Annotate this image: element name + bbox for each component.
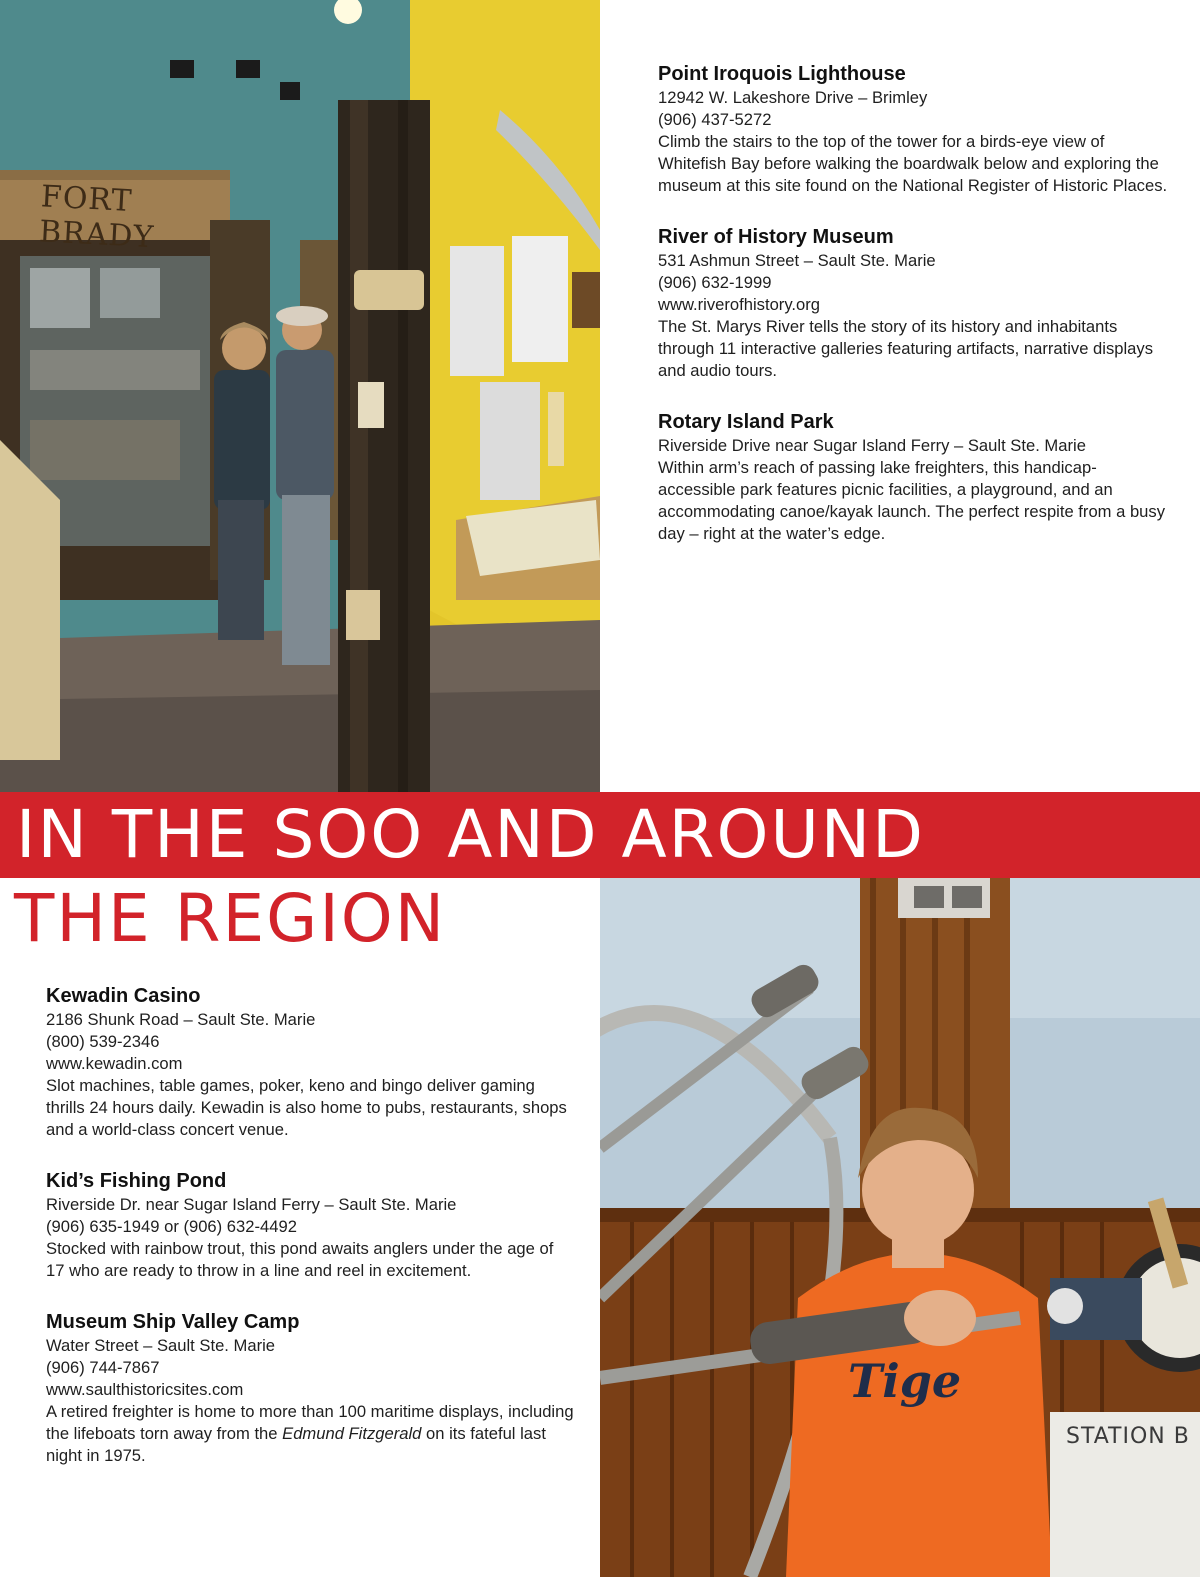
entry-address: Riverside Dr. near Sugar Island Ferry – Sault Ste. Marie — [46, 1195, 457, 1214]
entry-river-of-history-museum — [658, 225, 1168, 382]
museum-exhibit-photo — [0, 0, 600, 792]
headline-line-1: IN THE SOO AND AROUND — [16, 796, 925, 873]
entry-title: Point Iroquois Lighthouse — [658, 63, 906, 85]
entry-description: Climb the stairs to the top of the tower for a birds-eye view of Whitefish Bay before walking the boardwalk below and exploring the museum at this site found on the National Register of Historic Places. — [658, 132, 1168, 195]
entry-kids-fishing-pond — [46, 1169, 576, 1282]
entry-address: 12942 W. Lakeshore Drive – Brimley — [658, 88, 928, 107]
entry-point-iroquois-lighthouse — [658, 62, 1168, 197]
entry-address: 531 Ashmun Street – Sault Ste. Marie — [658, 251, 936, 270]
entry-kewadin-casino — [46, 984, 576, 1141]
entry-rotary-island-park — [658, 410, 1168, 545]
fort-brady-sign: FORT BRADY — [38, 179, 156, 256]
entry-description: Slot machines, table games, poker, keno and bingo deliver gaming thrills 24 hours daily. Kewadin is also home to pubs, restaurants, shops and a world-class concert venue. — [46, 1076, 567, 1139]
entry-description — [46, 1401, 576, 1467]
entry-address: Water Street – Sault Ste. Marie — [46, 1336, 276, 1355]
entry-address: 2186 Shunk Road – Sault Ste. Marie — [46, 1010, 316, 1029]
entry-description: Stocked with rainbow trout, this pond awaits anglers under the age of 17 who are ready to throw in a line and reel in excitement. — [46, 1239, 554, 1280]
top-attractions — [658, 62, 1168, 573]
ship-name: Edmund Fitzgerald — [282, 1424, 422, 1443]
description-text: on its fateful last night in 1975. — [46, 1424, 546, 1465]
entry-phone: (906) 744-7867 — [46, 1358, 160, 1377]
entry-phone: (800) 539-2346 — [46, 1032, 160, 1051]
entry-website-link[interactable]: www.riverofhistory.org — [658, 295, 820, 314]
entry-phone: (906) 632-1999 — [658, 273, 772, 292]
entry-description: Within arm’s reach of passing lake freighters, this handicap-accessible park features picnic facilities, a playground, and an accommodating canoe/kayak launch. The perfect respite from a busy day – right at the water’s edge. — [658, 458, 1165, 543]
ship-wheel-boy-photo — [600, 878, 1200, 1577]
entry-phone: (906) 437-5272 — [658, 110, 772, 129]
description-text: A retired freighter is home to more than 100 maritime displays, including the lifeboats torn away from the — [46, 1402, 574, 1443]
station-sign: STATION B — [1066, 1424, 1190, 1449]
entry-title: River of History Museum — [658, 226, 894, 248]
bottom-attractions — [46, 984, 576, 1495]
entry-website-link[interactable]: www.saulthistoricsites.com — [46, 1380, 244, 1399]
entry-title: Kid’s Fishing Pond — [46, 1170, 227, 1192]
entry-website-link[interactable]: www.kewadin.com — [46, 1054, 183, 1073]
entry-title: Museum Ship Valley Camp — [46, 1311, 300, 1333]
entry-title: Kewadin Casino — [46, 985, 201, 1007]
entry-title: Rotary Island Park — [658, 411, 834, 433]
entry-address: Riverside Drive near Sugar Island Ferry – Sault Ste. Marie — [658, 436, 1086, 455]
headline-line-2: THE REGION — [14, 880, 447, 957]
entry-museum-ship-valley-camp — [46, 1310, 576, 1467]
shirt-print: Tige — [848, 1354, 962, 1408]
entry-description: The St. Marys River tells the story of its history and inhabitants through 11 interactive galleries featuring artifacts, narrative displays and audio tours. — [658, 317, 1153, 380]
entry-phone: (906) 635-1949 or (906) 632-4492 — [46, 1217, 297, 1236]
